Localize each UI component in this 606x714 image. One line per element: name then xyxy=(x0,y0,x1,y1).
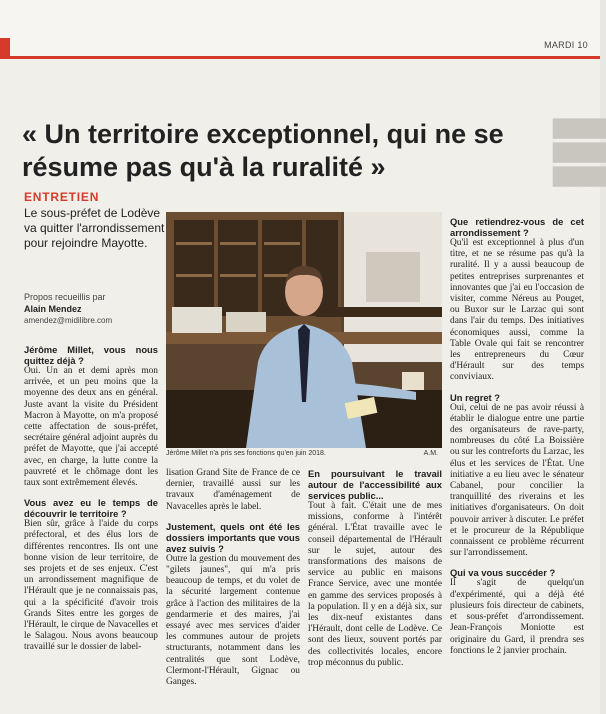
answer-continued: lisation Grand Site de France de ce dernier, travaillé aussi sur les travaux d'aménagement de Navacelles après le label. xyxy=(166,468,300,512)
answer: Oui, celui de ne pas avoir réussi à établir le dialogue entre une partie des organisateurs de rave-party, nombreuses du côté La Boissière ou sur les contreforts du Larzac, les élus et les services de l'État. Une initiative a eu lieu avec le sénateur Cabanel, pour concilier la tranquillité des riverains et les initiatives d'organisateurs. On doit pouvoir arriver à discuter. Le préfet et le procureur de la République connaissent ce problème récurrent sur l'arrondissement. xyxy=(450,402,584,559)
answer: Oui. Un an et demi après mon arrivée, et un peu moins que la moyenne des deux ans en général. Juste avant la visite du Président Macron à Mayotte, on m'a proposé cette affectation de sous-préfet, secrétaire général adjoint auprès du préfet de Mayotte, que j'ai accepté avec, en charge, la lutte contre la pauvreté et le chômage dont les taux sont extrêmement élevés. xyxy=(24,366,158,489)
header-rule xyxy=(0,56,600,59)
section-marker xyxy=(0,38,10,56)
answer: Qu'il est exceptionnel à plus d'un titre, et ne se résume pas qu'à la ruralité. Il y a aussi beaucoup de petites entreprises surprenantes et innovantes que j'ai eu l'occasion de visiter, comme Néreus au Pouget, ou Buxor sur le Larzac qui sont dans l'air du temps. Des initiatives économiques aussi, comme la Table Ovale qui fait se rencontrer les entrepreneurs du Cœur d'Hérault sur des temps conviviaux. xyxy=(450,238,584,383)
answer: Il s'agit de quelqu'un d'expérimenté, qui a déjà été plusieurs fois directeur de cabinets, et sous-préfet d'arrondissement. Jean-François Moniotte est originaire du Gard, il prendra ses fonctions le 2 janvier prochain. xyxy=(450,578,584,656)
column-2 xyxy=(166,468,300,688)
show-through-text: ▆▆▆ ▆▆▆ ▆▆▆ xyxy=(552,113,606,186)
headline: « Un territoire exceptionnel, qui ne se résume pas qu'à la ruralité » xyxy=(22,119,504,182)
question: Justement, quels ont été les dossiers importants que vous avez suivis ? xyxy=(166,520,300,554)
caption-text: Jérôme Millet n'a pris ses fonctions qu'en juin 2018. xyxy=(166,450,326,457)
byline-label: Propos recueillis par xyxy=(24,292,106,302)
question: En poursuivant le travail autour de l'accessibilité aux services public... xyxy=(308,468,442,501)
photo-caption xyxy=(166,448,442,460)
question: Jérôme Millet, vous nous quittez déjà ? xyxy=(24,344,158,366)
answer: Tout à fait. C'était une de mes missions, conforme à l'intérêt général. L'État travaille avec le conseil départemental de l'Hérault sur le sujet, autour des transformations des maisons de service au public en maisons France Service, avec une montée en gamme des services proposés à la population. Il y en a déjà six, sur les dix-neuf existantes dans l'Hérault, dont celle de Lodève. Ce sont des lieux, souvent portés par des collectivités locales, encore trop méconnus du public. xyxy=(308,501,442,668)
article-photo xyxy=(166,212,442,448)
page-date: MARDI 10 xyxy=(544,40,588,50)
byline-name: Alain Mendez xyxy=(24,304,82,314)
byline-email: amendez@midilibre.com xyxy=(24,316,113,325)
page-header xyxy=(0,0,600,56)
answer: Outre la gestion du mouvement des "gilets jaunes", qui m'a pris beaucoup de temps, et du volet de la sécurité largement contenue grâce à l'action des militaires de la gendarmerie et des maires, j'ai essayé avec mes services d'aider les communes autour de projets structurants, notamment dans les centralités que sont Lodève, Clermont-l'Hérault, Gignac ou Ganges. xyxy=(166,553,300,688)
column-1 xyxy=(24,344,158,654)
question: Un regret ? xyxy=(450,391,501,403)
photo-credit: A.M. xyxy=(423,450,438,457)
chapeau: Le sous-préfet de Lodève va quitter l'arrondissement pour rejoindre Mayotte. xyxy=(24,206,165,250)
answer: Bien sûr, grâce à l'aide du corps préfectoral, et des élus lors de différentes rencontres. Ils ont une bonne vision de leur territoire, de ses projets et de ses enjeux. C'est un arrondissement magnifique de l'Hérault que je ne connaissais pas, qui a la spécificité d'avoir trois Grands Sites entre les gorges de l'Hérault, le cirque de Navacelles et le Salagou. Nous avons beaucoup travaillé sur le dossier de label- xyxy=(24,519,158,653)
photo-illustration xyxy=(166,212,442,448)
question: Qui va vous succéder ? xyxy=(450,567,556,579)
kicker: ENTRETIEN xyxy=(24,190,100,204)
column-3 xyxy=(308,468,442,669)
question: Que retiendrez-vous de cet arrondissement ? xyxy=(450,216,584,238)
question: Vous avez eu le temps de découvrir le territoire ? xyxy=(24,497,158,520)
column-4 xyxy=(450,216,584,657)
